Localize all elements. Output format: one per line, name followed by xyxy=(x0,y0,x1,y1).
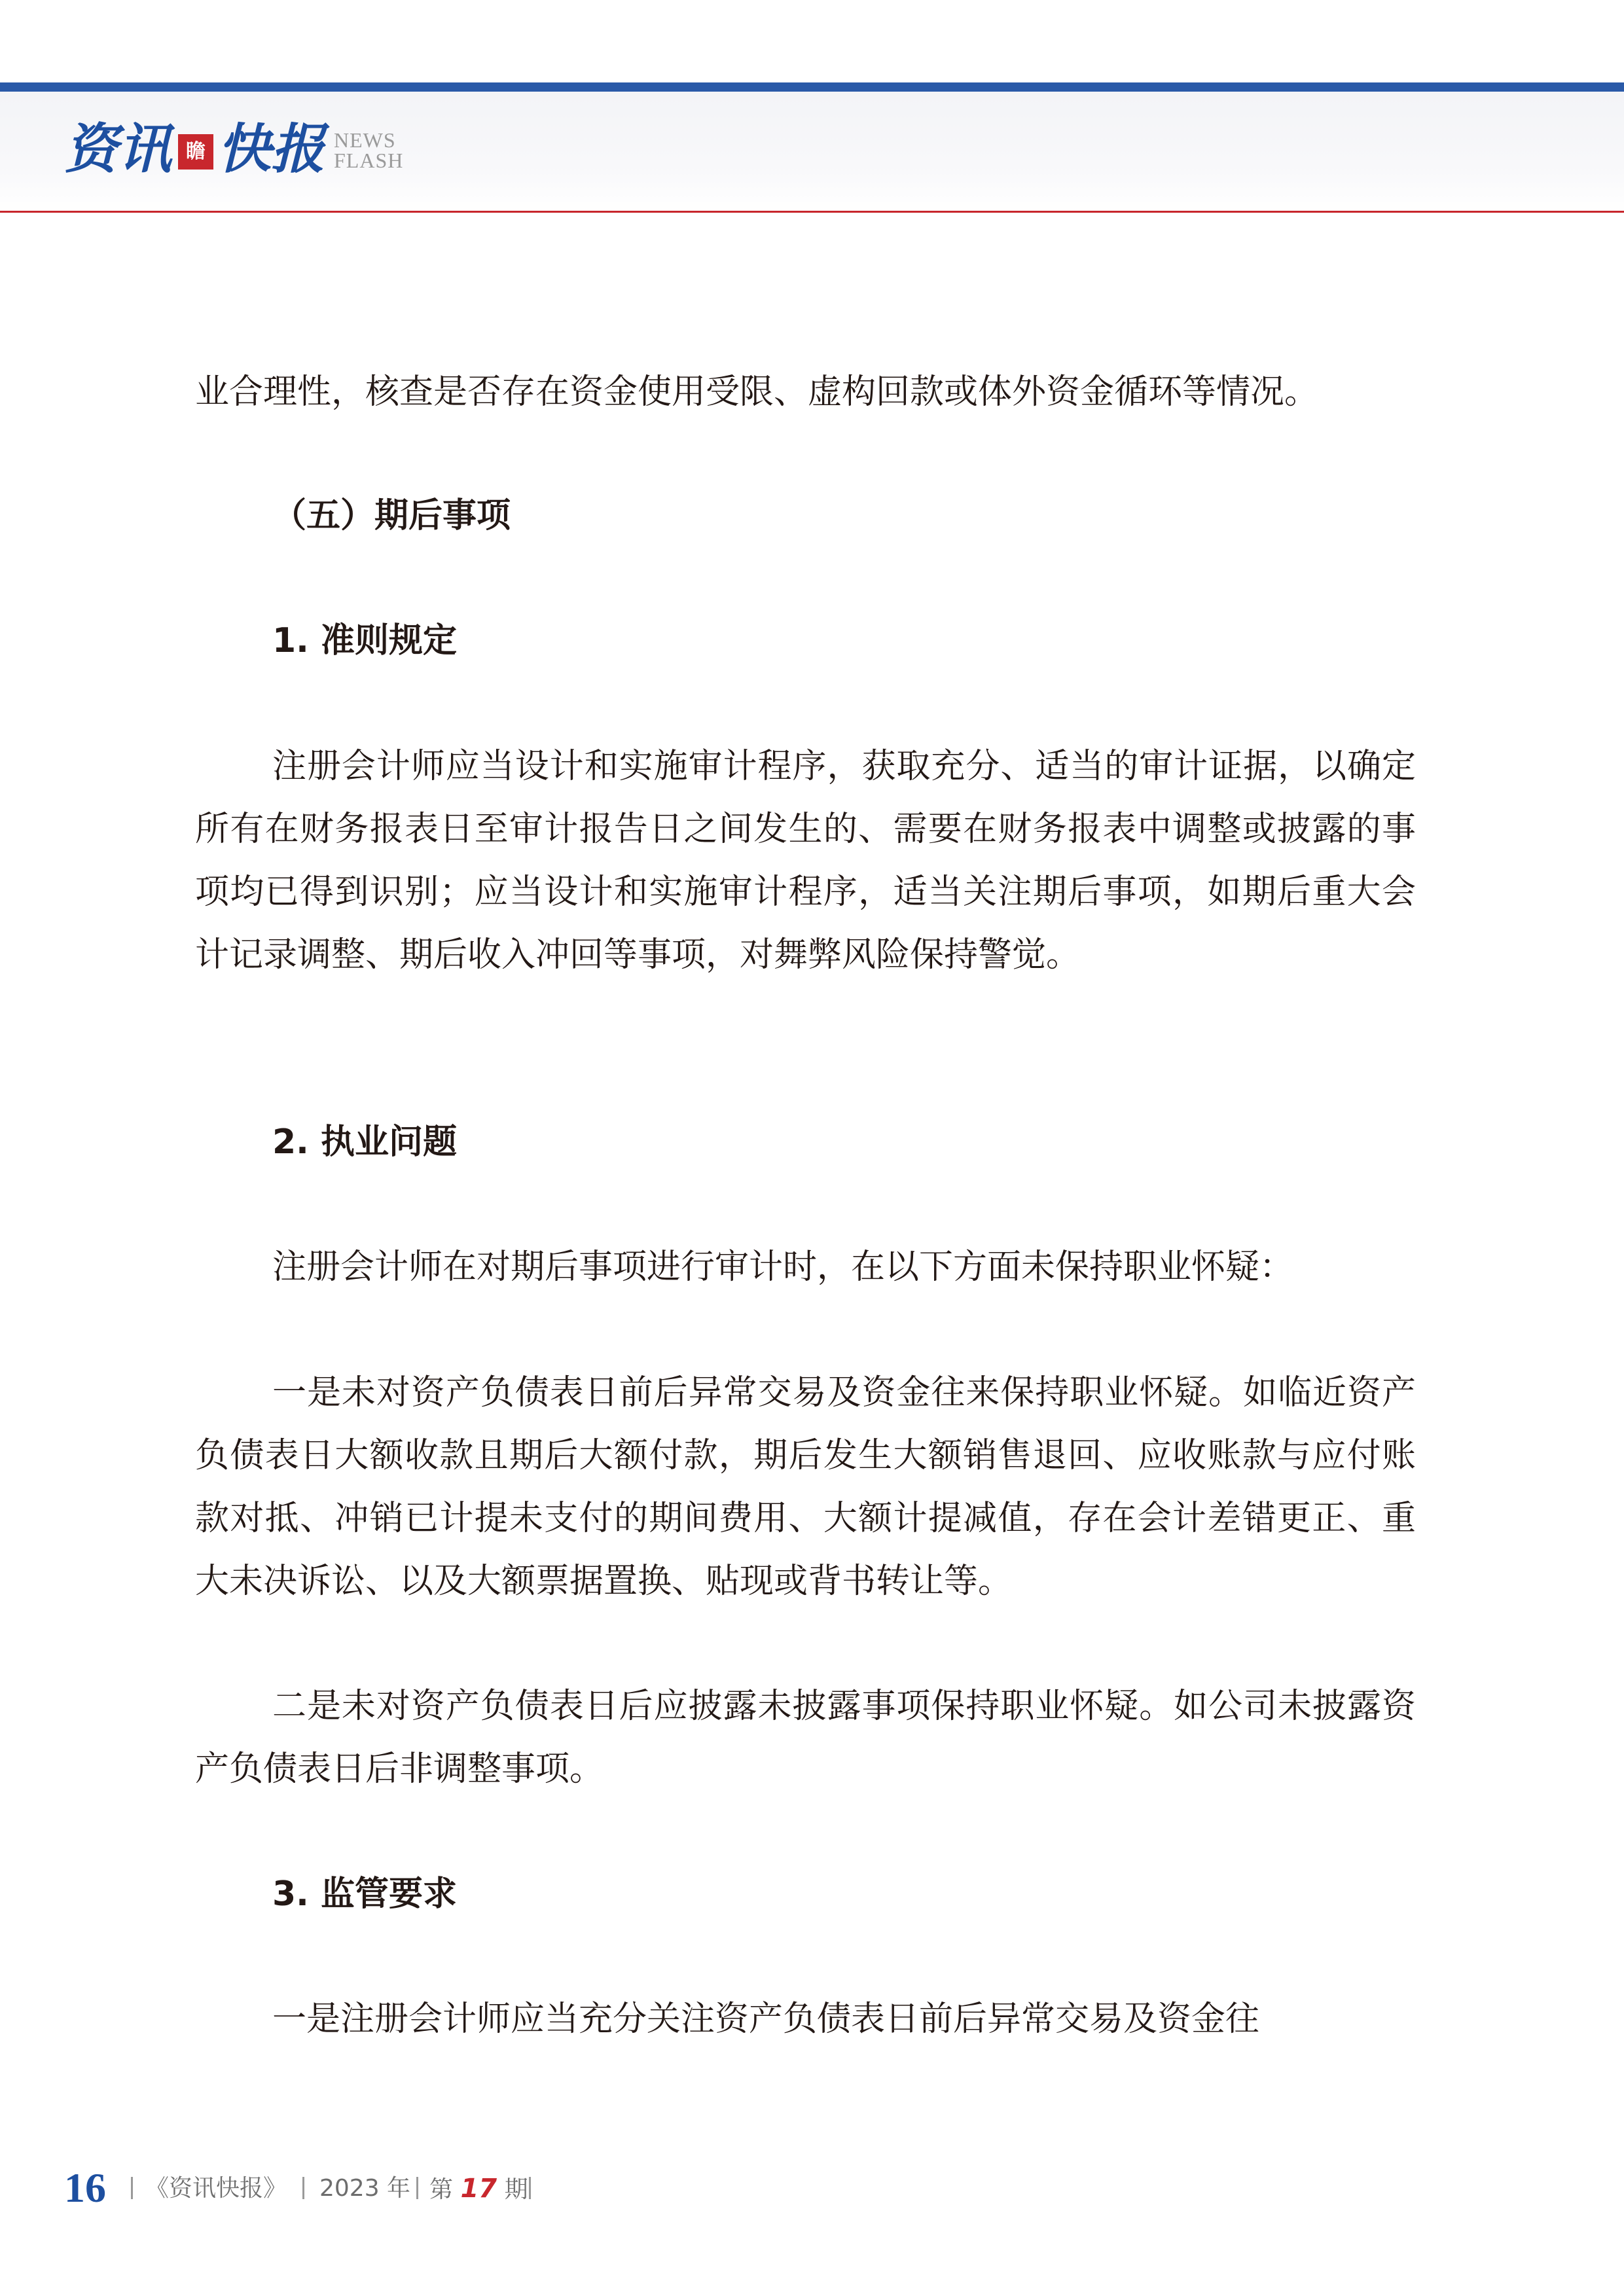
paragraph-practice-intro: 注册会计师在对期后事项进行审计时，在以下方面未保持职业怀疑： xyxy=(272,1247,1294,1287)
section-heading: （五）期后事项 xyxy=(272,496,511,535)
subheading-practice-issues: 2. 执业问题 xyxy=(272,1122,458,1162)
footer-separator xyxy=(131,2177,133,2199)
brand-title-left: 资讯 xyxy=(64,118,171,181)
footer-separator xyxy=(302,2177,304,2199)
paragraph-requirement-one: 一是注册会计师应当充分关注资产负债表日前后异常交易及资金往 xyxy=(272,2000,1260,2039)
paragraph-standards: 注册会计师应当设计和实施审计程序，获取充分、适当的审计证据，以确定所有在财务报表日至审计报告日之间发生的、需要在财务报表中调整或披露的事项均已得到识别；应当设计和实施审计程序，适当关注期后事项，如期后重大会计记录调整、期后收入冲回等事项，对舞弊风险保持警觉。 xyxy=(195,747,1416,975)
paragraph-issue-one: 一是未对资产负债表日前后异常交易及资金往来保持职业怀疑。如临近资产负债表日大额收款且期后大额付款，期后发生大额销售退回、应收账款与应付账款对抵、冲销已计提未支付的期间费用、大额计提减值，存在会计差错更正、重大未决诉讼、以及大额票据置换、贴现或背书转让等。 xyxy=(195,1373,1416,1601)
subheading-standards: 1. 准则规定 xyxy=(272,621,458,660)
footer-issue-prefix: 第 xyxy=(429,2176,454,2203)
paragraph-continued: 业合理性，核查是否存在资金使用受限、虚构回款或体外资金循环等情况。 xyxy=(195,372,1319,412)
footer-issue xyxy=(429,2173,528,2206)
header-top-bar xyxy=(0,82,1624,92)
page-number: 16 xyxy=(64,2164,106,2211)
footer-separator xyxy=(529,2177,531,2199)
subheading-regulatory-requirements: 3. 监管要求 xyxy=(272,1874,458,1914)
footer-publication: 《资讯快报》 xyxy=(145,2175,287,2202)
footer-issue-suffix: 期 xyxy=(504,2176,528,2203)
brand-seal-icon: 瞻 xyxy=(178,134,213,170)
footer-year: 2023 年 xyxy=(319,2175,411,2202)
brand-en-flash: FLASH xyxy=(334,149,404,172)
header-rule xyxy=(0,211,1624,213)
paragraph-issue-two: 二是未对资产负债表日后应披露未披露事项保持职业怀疑。如公司未披露资产负债表日后非调整事项。 xyxy=(195,1687,1416,1789)
footer-issue-number: 17 xyxy=(460,2174,497,2204)
brand-title-right: 快报 xyxy=(217,118,325,181)
brand-en-news: NEWS xyxy=(334,128,396,152)
footer-separator xyxy=(416,2177,418,2199)
